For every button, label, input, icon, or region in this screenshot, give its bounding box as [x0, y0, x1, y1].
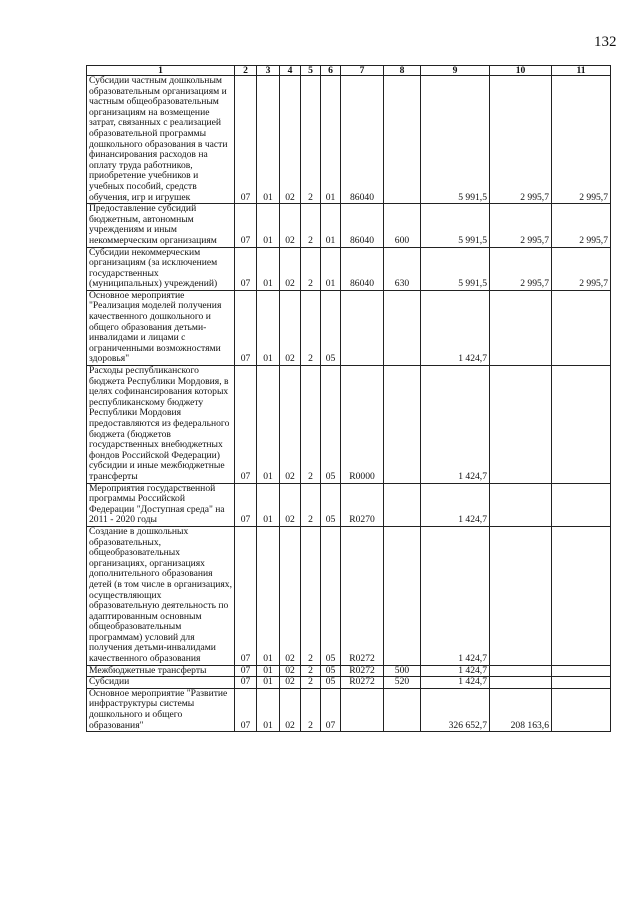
cell-code: 05 — [321, 290, 341, 365]
column-header: 10 — [490, 66, 552, 76]
column-header: 3 — [257, 66, 280, 76]
cell-code: 01 — [257, 483, 280, 526]
cell-amount: 326 652,7 — [421, 688, 490, 731]
cell-amount: 2 995,7 — [490, 76, 552, 204]
table-row — [87, 688, 611, 731]
row-name: Основное мероприятие "Развитие инфраструктуры системы дошкольного и общего образования" — [87, 688, 235, 731]
row-name: Основное мероприятие "Реализация моделей получения качественного дошкольного и общего образования детьми-инвалидами и лицами с ограниченными возможностями здоровья" — [87, 290, 235, 365]
row-name: Расходы республиканского бюджета Республики Мордовия, в целях софинансирования которых республиканскому бюджету Республики Мордовия предоставляются из федерального бюджета (бюджетов государственных внебюджетных фондов Российской Федерации) субсидии и иные межбюджетные трансферты — [87, 366, 235, 484]
header-row — [87, 66, 611, 76]
cell-code: 02 — [280, 526, 301, 665]
row-name: Предоставление субсидий бюджетным, автономным учреждениям и иным некоммерческим организациям — [87, 204, 235, 247]
cell-code: 05 — [321, 526, 341, 665]
column-header: 5 — [301, 66, 321, 76]
cell-code: 07 — [235, 483, 257, 526]
cell-code: 07 — [235, 247, 257, 290]
cell-code: R0270 — [341, 483, 384, 526]
cell-code: R0272 — [341, 677, 384, 689]
cell-code: 02 — [280, 688, 301, 731]
cell-code — [341, 290, 384, 365]
cell-code — [384, 76, 421, 204]
cell-code: 02 — [280, 204, 301, 247]
budget-table — [86, 65, 611, 732]
cell-amount: 1 424,7 — [421, 526, 490, 665]
cell-code: 02 — [280, 366, 301, 484]
table-row — [87, 290, 611, 365]
table-row — [87, 204, 611, 247]
column-header: 7 — [341, 66, 384, 76]
cell-code: 07 — [321, 688, 341, 731]
cell-code: 600 — [384, 204, 421, 247]
cell-code: 2 — [301, 247, 321, 290]
row-name: Субсидии некоммерческим организациям (за исключением государственных (муниципальных) учреждений) — [87, 247, 235, 290]
cell-code: R0272 — [341, 526, 384, 665]
cell-code: 05 — [321, 366, 341, 484]
cell-code: 2 — [301, 677, 321, 689]
cell-code: 01 — [257, 290, 280, 365]
cell-code: 01 — [257, 76, 280, 204]
cell-code — [384, 290, 421, 365]
cell-code: 05 — [321, 483, 341, 526]
cell-code: 86040 — [341, 247, 384, 290]
cell-code — [341, 688, 384, 731]
cell-code: 02 — [280, 290, 301, 365]
cell-amount: 2 995,7 — [552, 76, 611, 204]
cell-code: 630 — [384, 247, 421, 290]
cell-code: 07 — [235, 76, 257, 204]
column-header: 4 — [280, 66, 301, 76]
cell-code: 520 — [384, 677, 421, 689]
cell-amount: 1 424,7 — [421, 677, 490, 689]
cell-code — [384, 526, 421, 665]
cell-code: 05 — [321, 677, 341, 689]
cell-amount — [490, 665, 552, 677]
row-name: Субсидии — [87, 677, 235, 689]
table-row — [87, 76, 611, 204]
table-row — [87, 247, 611, 290]
cell-amount: 2 995,7 — [490, 247, 552, 290]
column-header: 11 — [552, 66, 611, 76]
cell-code: 05 — [321, 665, 341, 677]
table-row — [87, 665, 611, 677]
cell-amount: 1 424,7 — [421, 483, 490, 526]
cell-amount — [552, 665, 611, 677]
cell-code — [384, 483, 421, 526]
cell-code: 2 — [301, 665, 321, 677]
page-number: 132 — [594, 34, 617, 50]
cell-amount — [552, 483, 611, 526]
cell-code: 07 — [235, 677, 257, 689]
cell-amount — [490, 677, 552, 689]
cell-code: 02 — [280, 677, 301, 689]
row-name: Создание в дошкольных образовательных, общеобразовательных организациях, организациях дополнительного образования детей (в том числе в организациях, осуществляющих образовательную деятельность по адаптированным основным общеобразовательным программам) условий для получения детьми-инвалидами качественного образования — [87, 526, 235, 665]
cell-code: 07 — [235, 366, 257, 484]
cell-code: 01 — [257, 204, 280, 247]
cell-amount: 1 424,7 — [421, 665, 490, 677]
row-name: Межбюджетные трансферты — [87, 665, 235, 677]
cell-code: 02 — [280, 665, 301, 677]
cell-code — [384, 688, 421, 731]
row-name: Мероприятия государственной программы Российской Федерации "Доступная среда" на 2011 - 2020 годы — [87, 483, 235, 526]
cell-amount: 1 424,7 — [421, 366, 490, 484]
cell-code: 2 — [301, 688, 321, 731]
table-row — [87, 366, 611, 484]
cell-code: 02 — [280, 247, 301, 290]
cell-amount — [490, 526, 552, 665]
cell-code: 01 — [321, 76, 341, 204]
cell-code: R0272 — [341, 665, 384, 677]
cell-code: R0000 — [341, 366, 384, 484]
table-row — [87, 526, 611, 665]
cell-code: 07 — [235, 665, 257, 677]
cell-amount: 2 995,7 — [552, 247, 611, 290]
cell-amount — [490, 366, 552, 484]
cell-code: 01 — [321, 204, 341, 247]
cell-code: 07 — [235, 688, 257, 731]
cell-amount: 2 995,7 — [552, 204, 611, 247]
cell-amount — [490, 290, 552, 365]
cell-code: 500 — [384, 665, 421, 677]
cell-code: 86040 — [341, 76, 384, 204]
cell-amount — [552, 526, 611, 665]
cell-amount — [490, 483, 552, 526]
cell-amount: 5 991,5 — [421, 204, 490, 247]
cell-code: 2 — [301, 76, 321, 204]
table-row — [87, 483, 611, 526]
cell-code: 01 — [257, 247, 280, 290]
cell-code: 01 — [257, 526, 280, 665]
column-header: 2 — [235, 66, 257, 76]
cell-code: 2 — [301, 526, 321, 665]
cell-amount: 5 991,5 — [421, 247, 490, 290]
row-name: Субсидии частным дошкольным образовательным организациям и частным общеобразовательным организациям на возмещение затрат, связанных с реализацией образовательной программы дошкольного образования в части финансирования расходов на оплату труда работников, приобретение учебников и учебных пособий, средств обучения, игр и игрушек — [87, 76, 235, 204]
column-header: 6 — [321, 66, 341, 76]
cell-code: 86040 — [341, 204, 384, 247]
cell-code: 01 — [321, 247, 341, 290]
cell-code: 01 — [257, 665, 280, 677]
cell-amount — [552, 290, 611, 365]
table-row — [87, 677, 611, 689]
cell-amount — [552, 366, 611, 484]
cell-code: 02 — [280, 483, 301, 526]
cell-amount: 5 991,5 — [421, 76, 490, 204]
cell-code: 2 — [301, 290, 321, 365]
cell-amount: 1 424,7 — [421, 290, 490, 365]
cell-code: 02 — [280, 76, 301, 204]
column-header: 1 — [87, 66, 235, 76]
cell-amount: 2 995,7 — [490, 204, 552, 247]
cell-code: 07 — [235, 204, 257, 247]
cell-amount — [552, 688, 611, 731]
cell-code: 2 — [301, 483, 321, 526]
cell-code: 2 — [301, 204, 321, 247]
cell-code: 07 — [235, 526, 257, 665]
cell-code: 01 — [257, 366, 280, 484]
cell-amount — [552, 677, 611, 689]
cell-code: 2 — [301, 366, 321, 484]
cell-code — [384, 366, 421, 484]
column-header: 9 — [421, 66, 490, 76]
cell-code: 01 — [257, 688, 280, 731]
cell-amount: 208 163,6 — [490, 688, 552, 731]
cell-code: 07 — [235, 290, 257, 365]
cell-code: 01 — [257, 677, 280, 689]
column-header: 8 — [384, 66, 421, 76]
